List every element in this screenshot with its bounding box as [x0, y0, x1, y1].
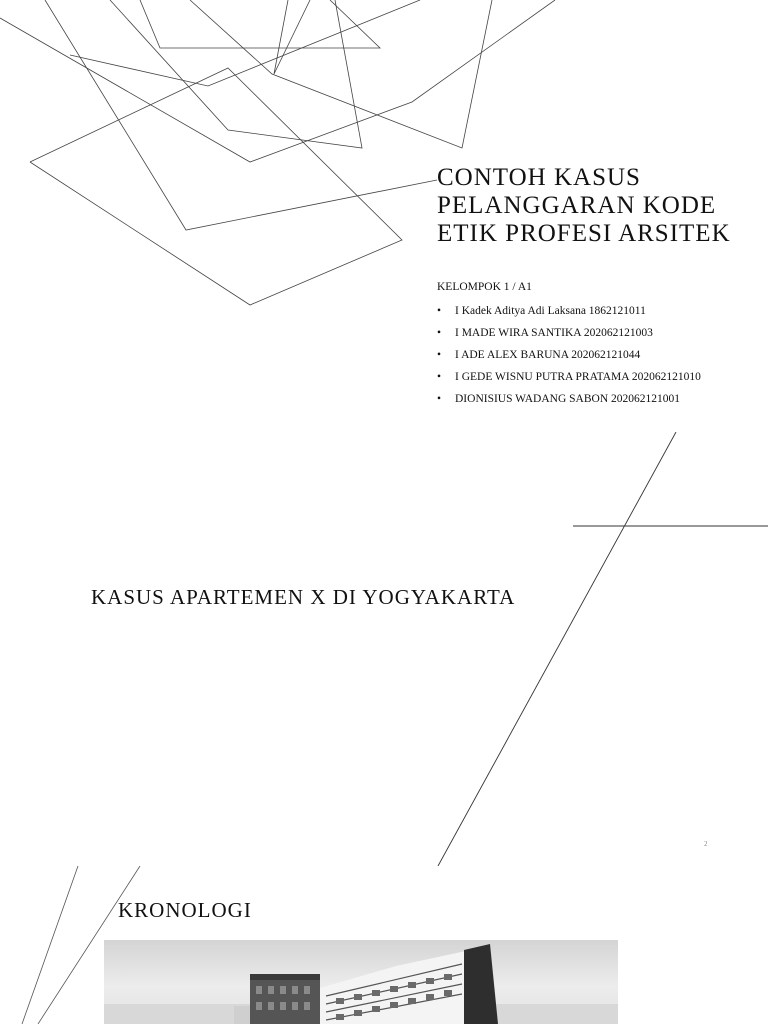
chronology-title: KRONOLOGI [118, 898, 252, 922]
list-item [437, 322, 701, 344]
bullet-icon: • [437, 327, 442, 339]
member-name: I Kadek Aditya Adi Laksana 1862121011 [455, 305, 646, 317]
member-name: DIONISIUS WADANG SABON 202062121001 [455, 393, 681, 405]
bullet-icon: • [437, 349, 442, 361]
member-name: I MADE WIRA SANTIKA 202062121003 [455, 327, 653, 339]
decorative-lines [0, 432, 768, 866]
slide-title [0, 0, 768, 432]
page-number: 2 [704, 840, 708, 848]
building-illustration [104, 940, 618, 1024]
bullet-icon: • [437, 305, 442, 317]
presentation-title: CONTOH KASUS PELANGGARAN KODE ETIK PROFESI ARSITEK [437, 164, 731, 247]
bullet-icon: • [437, 371, 442, 383]
apartment-photo [104, 940, 618, 1024]
list-item [437, 366, 701, 388]
case-title: KASUS APARTEMEN X DI YOGYAKARTA [91, 585, 516, 609]
list-item [437, 388, 701, 410]
list-item [437, 300, 701, 322]
bullet-icon: • [437, 393, 442, 405]
member-name: I GEDE WISNU PUTRA PRATAMA 202062121010 [455, 371, 701, 383]
member-list [437, 300, 701, 410]
member-name: I ADE ALEX BARUNA 202062121044 [455, 349, 641, 361]
slide-chronology [0, 866, 768, 1024]
slide-case [0, 432, 768, 866]
group-label: KELOMPOK 1 / A1 [437, 281, 532, 293]
list-item [437, 344, 701, 366]
